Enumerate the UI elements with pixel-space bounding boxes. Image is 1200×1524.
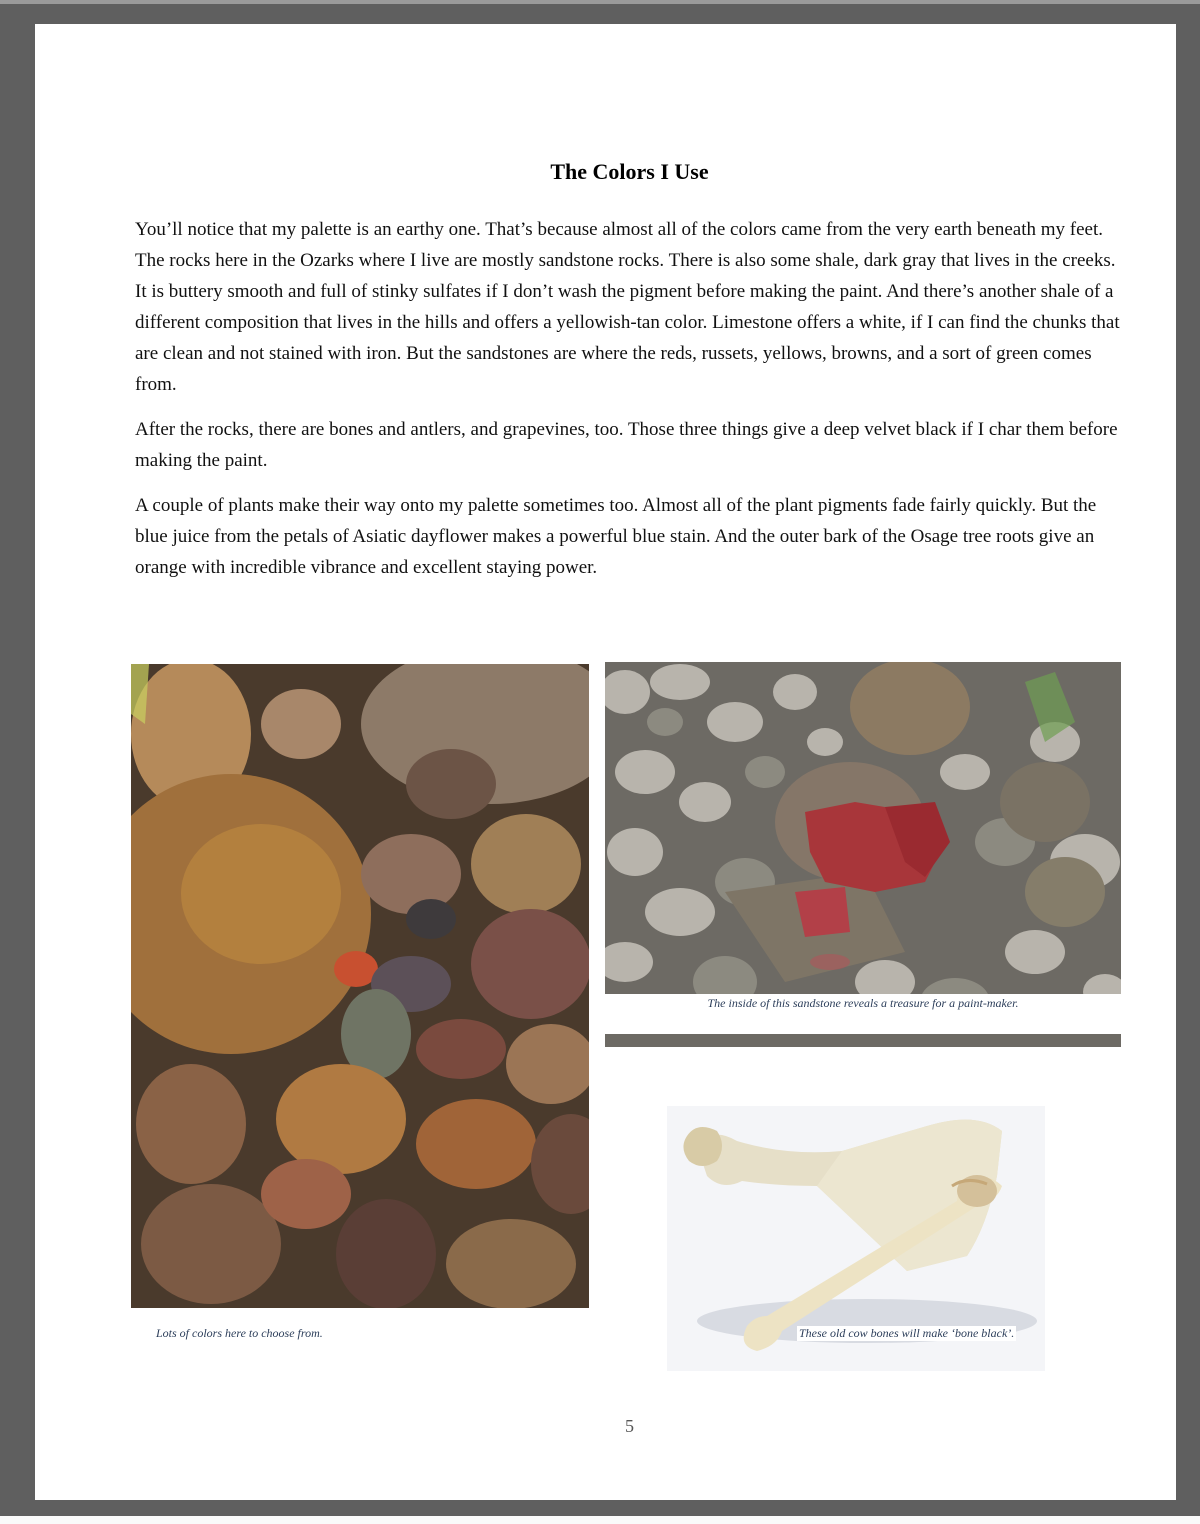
rocks-caption: Lots of colors here to choose from. (156, 1326, 323, 1340)
viewer-bottom-strip (0, 1516, 1200, 1524)
body-text (135, 214, 1125, 597)
sandstone-photo (605, 662, 1121, 1047)
viewer-top-bar (0, 0, 1200, 4)
document-page (35, 24, 1176, 1500)
paragraph-bones: After the rocks, there are bones and antlers, and grapevines, too. Those three things give a deep velvet black if I char them before making the paint. (135, 419, 1118, 471)
page-number: 5 (625, 1416, 634, 1436)
rocks-photo (131, 664, 589, 1308)
paragraph-plants: A couple of plants make their way onto my palette sometimes too. Almost all of the plant pigments fade fairly quickly. But the blue juice from the petals of Asiatic dayflower makes a powerful blue stain. And the outer bark of the Osage tree roots give an orange with incredible vibrance and excellent staying power. (135, 495, 1097, 578)
sandstone-caption: The inside of this sandstone reveals a treasure for a paint-maker. (707, 996, 1019, 1010)
page-title: The Colors I Use (550, 159, 709, 184)
bones-caption: These old cow bones will make ‘bone black’. (799, 1326, 1015, 1340)
paragraph-palette: You’ll notice that my palette is an earthy one. That’s because almost all of the colors came from the very earth beneath my feet. The rocks here in the Ozarks where I live are mostly sandstone rocks. There is also some shale, dark gray that lives in the creeks. It is buttery smooth and full of stinky sulfates if I don’t wash the pigment before making the paint. And there’s another shale of a different composition that lives in the hills and offers a yellowish-tan color. Limestone offers a white, if I can find the chunks that are clean and not stained with iron. But the sandstones are where the reds, russets, yellows, browns, and a sort of green comes from. (135, 219, 1120, 395)
